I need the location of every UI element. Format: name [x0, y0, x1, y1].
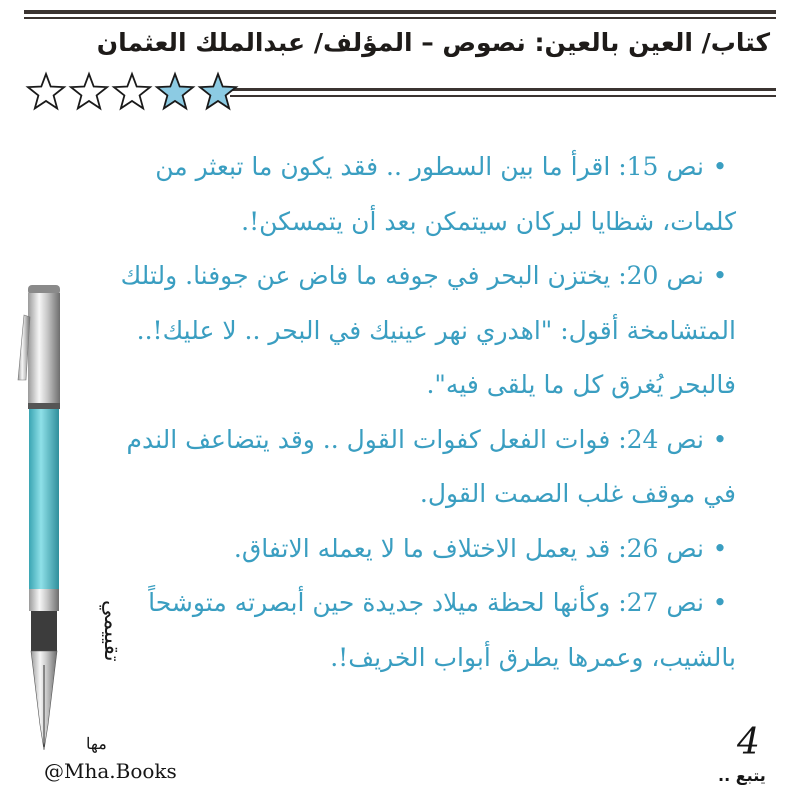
- note-item: [86, 249, 736, 413]
- star-icon: [200, 74, 236, 108]
- star-icon: [114, 74, 150, 108]
- star-icon: [71, 74, 107, 108]
- pen-illustration: [14, 285, 74, 755]
- page-number: 4: [737, 722, 760, 763]
- bullet-icon: •: [712, 424, 728, 454]
- note-item: [86, 576, 736, 685]
- star-icon: [157, 74, 193, 108]
- note-text: نص 24: فوات الفعل كفوات القول .. وقد يتضاعف الندم في موقف غلب الصمت القول.: [126, 424, 736, 508]
- author-signature: مها: [86, 734, 107, 753]
- top-rule: [24, 10, 776, 14]
- notes-list: [86, 140, 736, 685]
- top-rule-thin: [24, 17, 776, 19]
- bullet-icon: •: [712, 152, 728, 181]
- rating-stars: [28, 72, 238, 112]
- rating-label-text: تقييمي: [99, 600, 124, 662]
- header-rule: [230, 88, 776, 91]
- star-icon: [28, 74, 64, 108]
- bullet-icon: •: [712, 533, 728, 563]
- note-text: نص 26: قد يعمل الاختلاف ما لا يعمله الاتفاق.: [233, 533, 704, 563]
- note-text: نص 15: اقرأ ما بين السطور .. فقد يكون ما تبعثر من كلمات، شظايا لبركان سيتمكن بعد أن يتمسكن!.: [155, 152, 736, 236]
- bullet-icon: •: [712, 261, 728, 290]
- account-handle: @Mha.Books: [44, 759, 177, 783]
- note-text: نص 27: وكأنها لحظة ميلاد جديدة حين أبصرته متوشحاً بالشيب، وعمرها يطرق أبواب الخريف!.: [148, 588, 736, 672]
- continue-label: يتبع ..: [718, 766, 766, 785]
- note-text: نص 20: يختزن البحر في جوفه ما فاض عن جوفنا. ولتلك المتشامخة أقول: "اهدري نهر عينيك في البحر .. لا عليك!.. فالبحر يُغرق كل ما يلقى فيه".: [120, 261, 736, 399]
- note-item: [86, 140, 736, 249]
- header-rule-thin: [230, 95, 776, 97]
- note-item: [86, 413, 736, 522]
- book-title: كتاب/ العين بالعين: نصوص – المؤلف/ عبدالملك العثمان: [96, 28, 770, 57]
- note-item: [86, 522, 736, 577]
- bullet-icon: •: [712, 588, 728, 617]
